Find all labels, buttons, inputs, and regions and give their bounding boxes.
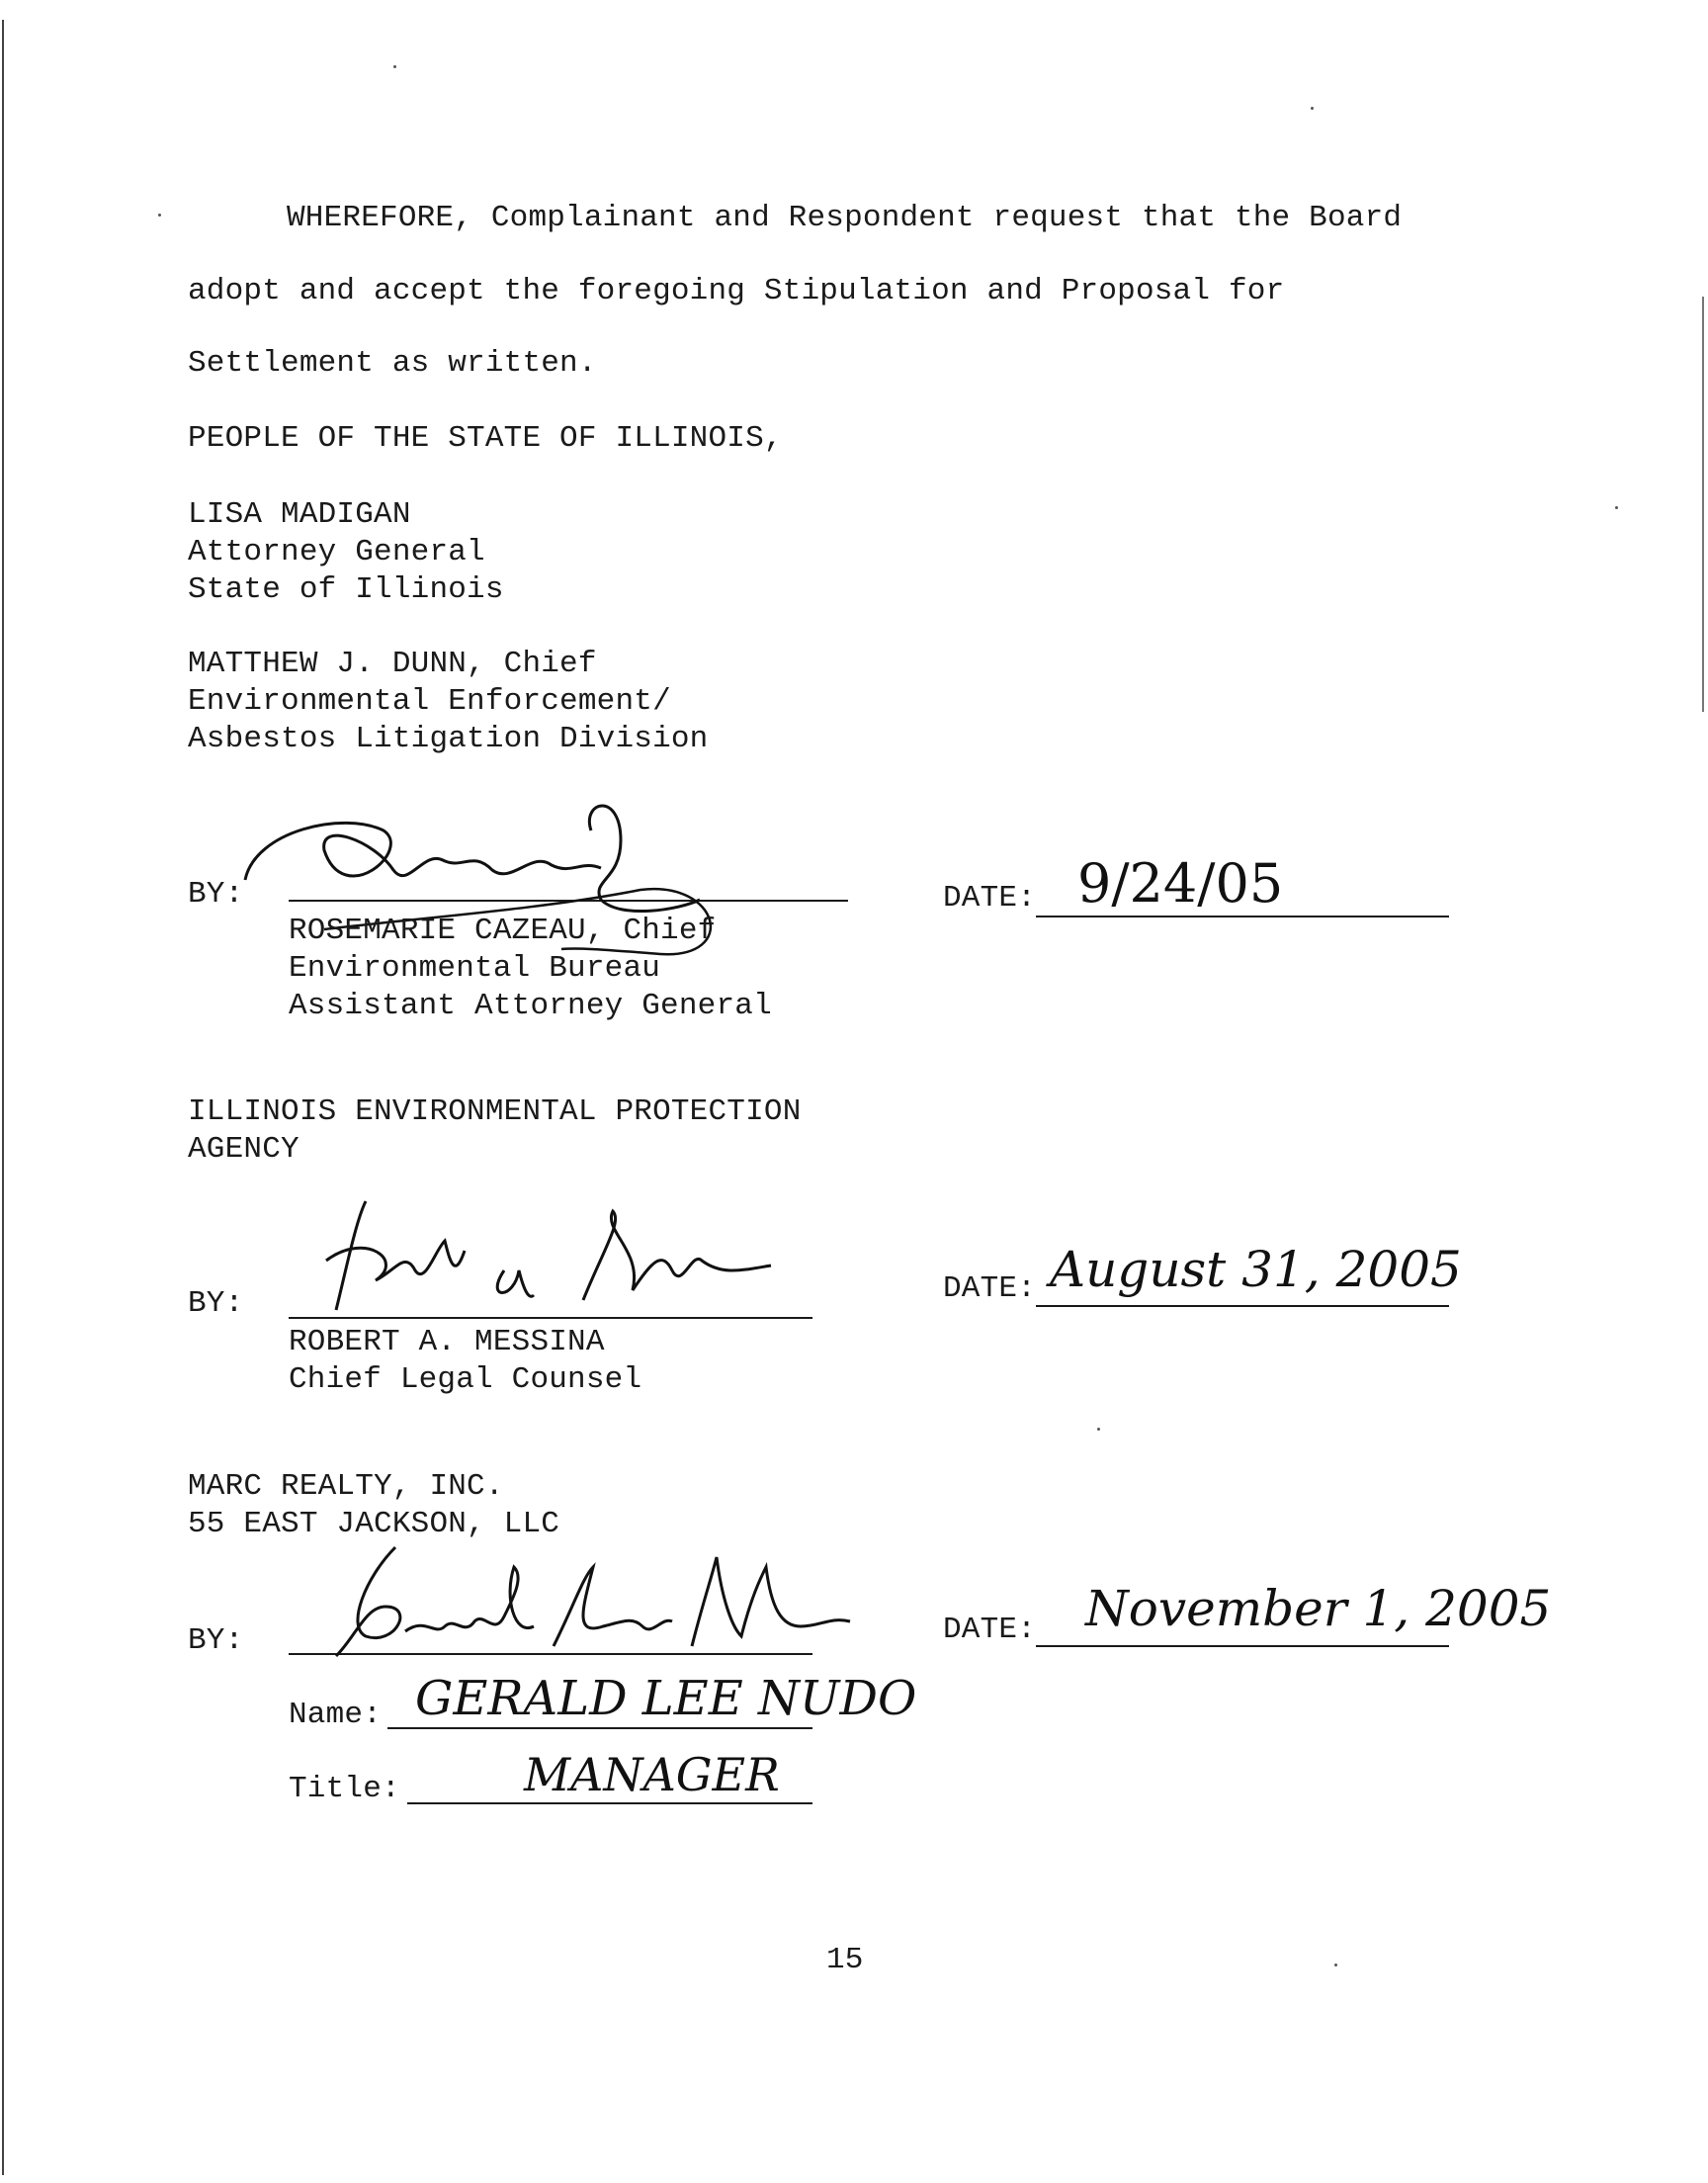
by-label-people: BY: xyxy=(188,877,244,912)
title-label: Title: xyxy=(289,1772,400,1806)
date-value-iepa: August 31, 2005 xyxy=(1050,1241,1462,1298)
date-line-people xyxy=(1036,916,1449,917)
signer-bureau-people: Environmental Bureau xyxy=(289,951,661,986)
signer-title-iepa: Chief Legal Counsel xyxy=(289,1362,642,1397)
scan-speck xyxy=(158,214,161,217)
wherefore-line-2: adopt and accept the foregoing Stipulation and Proposal for xyxy=(188,274,1285,308)
people-heading: PEOPLE OF THE STATE OF ILLINOIS, xyxy=(188,421,783,456)
date-value-people: 9/24/05 xyxy=(1077,852,1284,915)
name-value: GERALD LEE NUDO xyxy=(415,1671,917,1726)
signer-title-people: Assistant Attorney General xyxy=(289,989,772,1023)
title-line xyxy=(407,1802,812,1804)
respondent-heading-2: 55 EAST JACKSON, LLC xyxy=(188,1507,560,1541)
respondent-heading-1: MARC REALTY, INC. xyxy=(188,1469,504,1504)
scan-speck xyxy=(1097,1428,1100,1431)
scan-speck xyxy=(1311,107,1314,110)
iepa-heading-1: ILLINOIS ENVIRONMENTAL PROTECTION xyxy=(188,1094,802,1129)
scan-edge-left xyxy=(2,20,4,2175)
date-line-respondent xyxy=(1036,1645,1449,1647)
scan-edge-right xyxy=(1702,297,1704,712)
ag-state: State of Illinois xyxy=(188,572,504,607)
scan-speck xyxy=(393,65,396,68)
signature-robert-messina xyxy=(306,1191,801,1330)
wherefore-line-3: Settlement as written. xyxy=(188,346,597,381)
chief-division-2: Asbestos Litigation Division xyxy=(188,722,709,756)
signature-gerald-nudo xyxy=(326,1537,860,1666)
name-line xyxy=(387,1727,812,1729)
by-label-respondent: BY: xyxy=(188,1623,244,1658)
iepa-heading-2: AGENCY xyxy=(188,1132,299,1167)
ag-title: Attorney General xyxy=(188,535,485,569)
date-label-people: DATE: xyxy=(943,881,1037,916)
chief-name: MATTHEW J. DUNN, Chief xyxy=(188,647,597,681)
date-label-respondent: DATE: xyxy=(943,1613,1037,1647)
title-value: MANAGER xyxy=(524,1748,780,1801)
date-line-iepa xyxy=(1036,1305,1449,1307)
signer-name-people: ROSEMARIE CAZEAU, Chief xyxy=(289,914,717,948)
page-number: 15 xyxy=(826,1943,864,1977)
scan-speck xyxy=(1615,506,1618,509)
chief-division-1: Environmental Enforcement/ xyxy=(188,684,671,719)
date-label-iepa: DATE: xyxy=(943,1271,1037,1306)
name-label: Name: xyxy=(289,1698,383,1732)
date-value-respondent: November 1, 2005 xyxy=(1085,1580,1552,1637)
ag-name: LISA MADIGAN xyxy=(188,497,411,532)
by-label-iepa: BY: xyxy=(188,1286,244,1321)
scan-speck xyxy=(1334,1964,1337,1966)
signer-name-iepa: ROBERT A. MESSINA xyxy=(289,1325,605,1359)
wherefore-line-1: WHEREFORE, Complainant and Respondent request that the Board xyxy=(287,201,1403,235)
